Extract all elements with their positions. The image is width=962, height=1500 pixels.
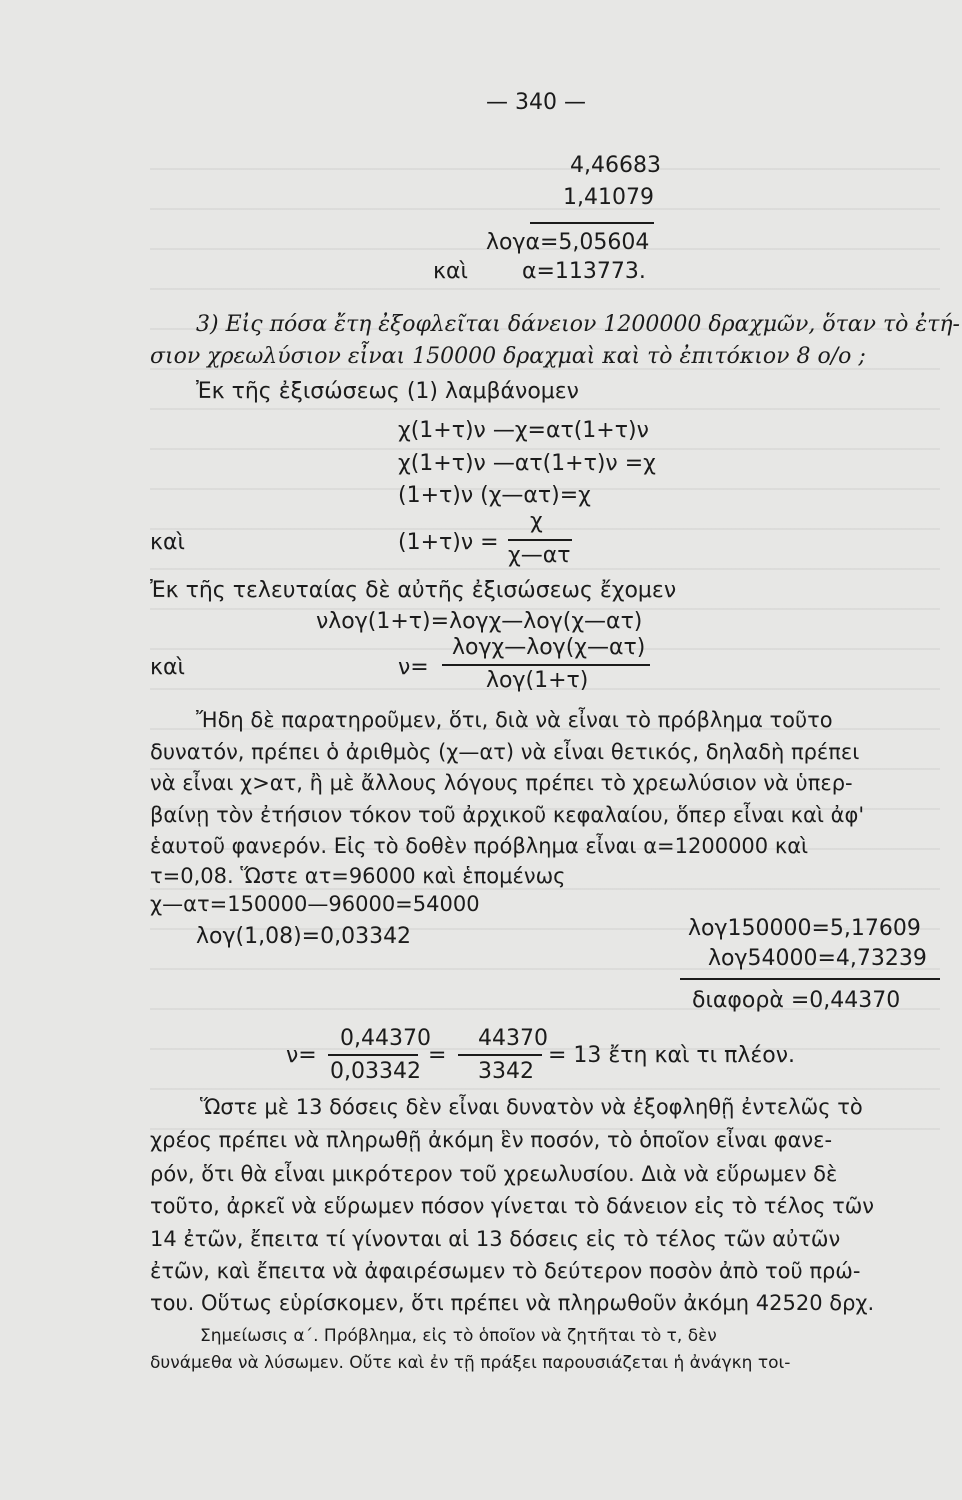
equation-4-left: (1+τ)ν = (398, 530, 499, 555)
log-150000: λογ150000=5,17609 (688, 916, 921, 941)
equation-6-fraction-bar (442, 664, 650, 666)
page-number: — 340 — (486, 90, 586, 115)
equation-6-denominator: λογ(1+τ) (486, 668, 589, 693)
paragraph-1-line: βαίνῃ τὸν ἐτήσιον τόκον τοῦ ἀρχικοῦ κεφαλαίου, ὅπερ εἶναι καὶ ἀφ' (150, 803, 865, 827)
paragraph-1-line: τ=0,08. Ὥστε ατ=96000 καὶ ἑπομένως (150, 864, 566, 888)
equation-4-label: καὶ (150, 530, 185, 555)
result-numerator-1: 0,44370 (340, 1026, 431, 1051)
note-line-2: δυνάμεθα νὰ λύσωμεν. Οὔτε καὶ ἐν τῇ πράξει παρουσιάζεται ἡ ἀνάγκη τοι- (150, 1353, 791, 1373)
log-line-1: 4,46683 (570, 153, 661, 178)
equation-2: χ(1+τ)ν —ατ(1+τ)ν =χ (398, 451, 656, 476)
paragraph-2-line: τοῦτο, ἀρκεῖ νὰ εὕρωμεν πόσον γίνεται τὸ δάνειον εἰς τὸ τέλος τῶν (150, 1194, 875, 1218)
result-left: ν= (286, 1043, 317, 1068)
paragraph-1-line: δυνατόν, πρέπει ὁ ἀριθμὸς (χ—ατ) νὰ εἶναι θετικός, δηλαδὴ πρέπει (150, 740, 860, 764)
note-line-1: Σημείωσις α΄. Πρόβλημα, εἰς τὸ ὁποῖον νὰ ζητῆται τὸ τ, δὲν (200, 1326, 717, 1346)
difference: διαφορὰ =0,44370 (692, 988, 901, 1013)
derivation-intro-2: Ἐκ τῆς τελευταίας δὲ αὐτῆς ἐξισώσεως ἔχομεν (150, 578, 677, 603)
paragraph-2-line: ἐτῶν, καὶ ἔπειτα νὰ ἀφαιρέσωμεν τὸ δεύτερον ποσὸν ἀπὸ τοῦ πρώ- (150, 1259, 861, 1283)
equation-3: (1+τ)ν (χ—ατ)=χ (398, 483, 591, 508)
derivation-intro: Ἐκ τῆς ἐξισώσεως (1) λαμβάνομεν (196, 379, 579, 404)
difference-rule (680, 978, 940, 980)
paragraph-2-line: του. Οὕτως εὑρίσκομεν, ὅτι πρέπει νὰ πληρωθοῦν ἀκόμη 42520 δρχ. (150, 1291, 875, 1315)
result-numerator-2: 44370 (478, 1026, 548, 1051)
log-line-4-value: α=113773. (522, 259, 646, 284)
equation-6-numerator: λογχ—λογ(χ—ατ) (452, 635, 646, 660)
result-tail: = 13 ἔτη καὶ τι πλέον. (548, 1043, 795, 1068)
result-fraction-bar-1 (328, 1054, 418, 1056)
paragraph-1-line: νὰ εἶναι χ>ατ, ἢ μὲ ἄλλους λόγους πρέπει τὸ χρεωλύσιον νὰ ὑπερ- (150, 771, 853, 795)
result-denominator-2: 3342 (478, 1059, 534, 1084)
log-54000: λογ54000=4,73239 (708, 946, 927, 971)
paragraph-1-line: χ—ατ=150000—96000=54000 (150, 892, 480, 916)
equation-4-numerator: χ (530, 509, 543, 534)
equation-4-fraction-bar (508, 539, 572, 541)
paragraph-2-line: χρέος πρέπει νὰ πληρωθῇ ἀκόμη ἓν ποσόν, τὸ ὁποῖον εἶναι φανε- (150, 1128, 833, 1152)
result-fraction-bar-2 (458, 1054, 542, 1056)
paragraph-1-line: Ἤδη δὲ παρατηροῦμεν, ὅτι, διὰ νὰ εἶναι τὸ πρόβλημα τοῦτο (196, 708, 833, 732)
paragraph-1-line: ἑαυτοῦ φανερόν. Εἰς τὸ δοθὲν πρόβλημα εἶναι α=1200000 καὶ (150, 834, 809, 858)
problem-3-line-1: 3) Εἰς πόσα ἔτη ἐξοφλεῖται δάνειον 1200000 δραχμῶν, ὅταν τὸ ἐτή- (196, 312, 960, 337)
log-108: λογ(1,08)=0,03342 (196, 924, 412, 949)
result-equals: = (428, 1043, 447, 1068)
problem-3-line-2: σιον χρεωλύσιον εἶναι 150000 δραχμαὶ καὶ τὸ ἐπιτόκιον 8 o/o ; (150, 344, 866, 369)
sum-rule (530, 222, 654, 224)
equation-5: νλογ(1+τ)=λογχ—λογ(χ—ατ) (316, 609, 643, 634)
equation-6-label: καὶ (150, 655, 185, 680)
result-denominator-1: 0,03342 (330, 1059, 421, 1084)
paragraph-2-line: ρόν, ὅτι θὰ εἶναι μικρότερον τοῦ χρεωλυσίου. Διὰ νὰ εὕρωμεν δὲ (150, 1162, 838, 1186)
paragraph-2-line: 14 ἐτῶν, ἔπειτα τί γίνονται αἱ 13 δόσεις εἰς τὸ τέλος τῶν αὐτῶν (150, 1227, 841, 1251)
log-line-3: λογα=5,05604 (486, 230, 650, 255)
equation-4-denominator: χ—ατ (508, 543, 571, 568)
log-line-2: 1,41079 (563, 185, 654, 210)
paragraph-2-line: Ὥστε μὲ 13 δόσεις δὲν εἶναι δυνατὸν νὰ ἐξοφληθῇ ἐντελῶς τὸ (200, 1095, 863, 1119)
log-line-4-label: καὶ (433, 259, 468, 284)
equation-6-left: ν= (398, 655, 429, 680)
equation-1: χ(1+τ)ν —χ=ατ(1+τ)ν (398, 418, 649, 443)
